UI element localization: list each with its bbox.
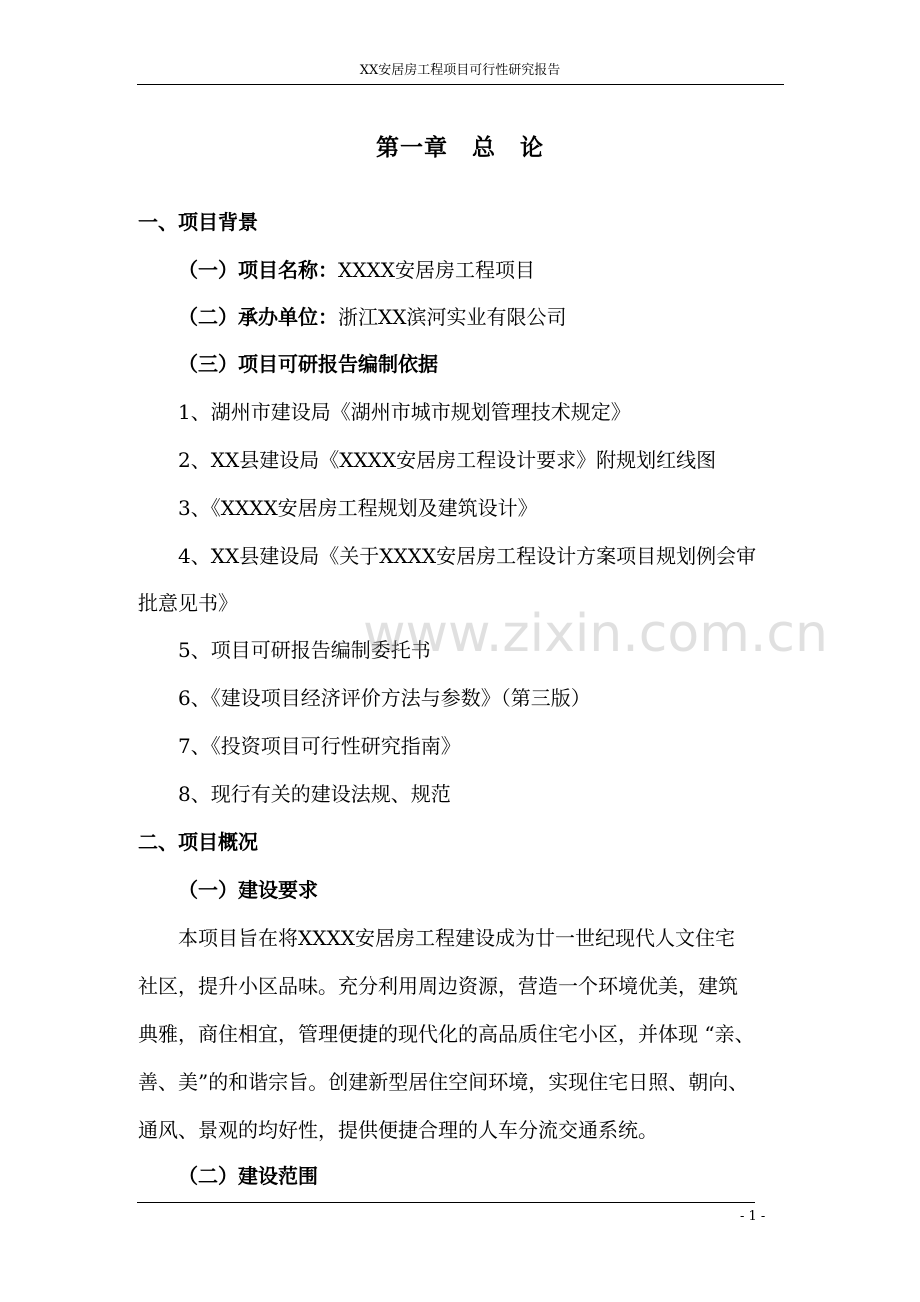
- subsection-scope: （二）建设范围: [178, 1164, 318, 1188]
- list-item: 6、《建设项目经济评价方法与参数》（第三版）: [178, 686, 591, 710]
- subsection-basis: （三）项目可研报告编制依据: [178, 352, 438, 376]
- organizer-label: （二）承办单位：: [178, 305, 338, 329]
- project-name-line: [178, 256, 535, 284]
- subsection-requirements: （一）建设要求: [178, 878, 318, 902]
- paragraph-line: 通风、景观的均好性，提供便捷合理的人车分流交通系统。: [138, 1118, 658, 1142]
- chapter-title: 第一章 总 论: [376, 134, 544, 161]
- list-item: 8、现行有关的建设法规、规范: [178, 782, 451, 806]
- project-name-value: XXXX安居房工程项目: [338, 258, 535, 282]
- organizer-line: [178, 303, 566, 331]
- header-rule: [137, 84, 784, 85]
- organizer-value: 浙江XX滨河实业有限公司: [338, 305, 567, 329]
- list-item: 4、XX县建设局《关于XXXX安居房工程设计方案项目规划例会审: [178, 544, 757, 568]
- section-heading-background: 一、项目背景: [138, 210, 258, 234]
- project-name-label: （一）项目名称：: [178, 258, 338, 282]
- page-number: - 1 -: [740, 1209, 766, 1224]
- running-header: XX安居房工程项目可行性研究报告: [359, 63, 561, 78]
- paragraph-line: 善、美”的和谐宗旨。创建新型居住空间环境，实现住宅日照、朝向、: [138, 1070, 749, 1094]
- list-item: 5、项目可研报告编制委托书: [178, 638, 431, 662]
- paragraph-line: 典雅，商住相宜，管理便捷的现代化的高品质住宅小区，并体现 “亲、: [138, 1022, 755, 1046]
- list-item: 3、《XXXX安居房工程规划及建筑设计》: [178, 496, 538, 520]
- watermark: www.zixin.com.cn: [363, 604, 828, 664]
- paragraph-line: 本项目旨在将XXXX安居房工程建设成为廿一世纪现代人文住宅: [178, 926, 735, 950]
- footer-rule: [137, 1202, 755, 1203]
- list-item: 2、XX县建设局《XXXX安居房工程设计要求》附规划红线图: [178, 448, 717, 472]
- paragraph-line: 社区，提升小区品味。充分利用周边资源，营造一个环境优美，建筑: [138, 974, 738, 998]
- list-item: 7、《投资项目可行性研究指南》: [178, 734, 461, 758]
- section-heading-overview: 二、项目概况: [138, 830, 258, 854]
- list-item-continuation: 批意见书》: [138, 591, 238, 615]
- list-item: 1、湖州市建设局《湖州市城市规划管理技术规定》: [178, 400, 631, 424]
